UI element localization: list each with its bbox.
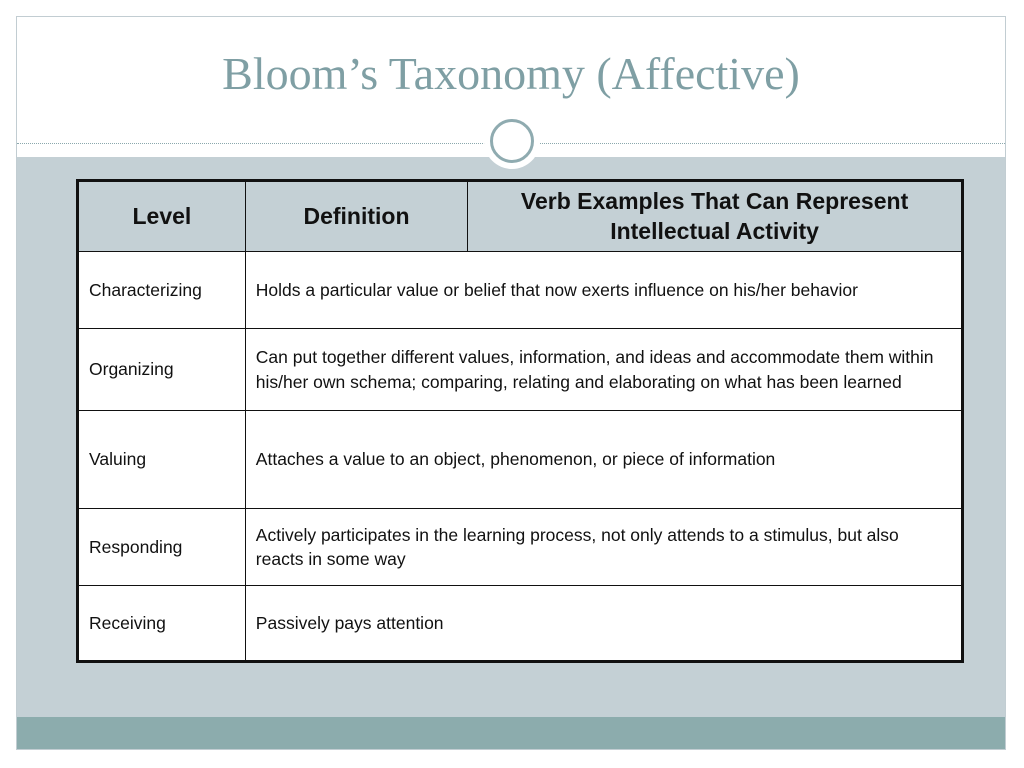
table-container: [76, 179, 964, 663]
slide: [16, 16, 1006, 750]
taxonomy-table: [76, 179, 964, 663]
cell-level: Characterizing: [78, 252, 246, 329]
cell-definition: Attaches a value to an object, phenomenon, or piece of information: [245, 411, 962, 509]
cell-definition: Holds a particular value or belief that now exerts influence on his/her behavior: [245, 252, 962, 329]
table-row: [78, 509, 963, 586]
cell-level: Responding: [78, 509, 246, 586]
cell-level: Organizing: [78, 329, 246, 411]
ring-ornament-icon: [484, 113, 540, 169]
footer-band: [17, 717, 1005, 750]
cell-level: Valuing: [78, 411, 246, 509]
table-row: [78, 411, 963, 509]
cell-definition: Passively pays attention: [245, 586, 962, 662]
table-row: [78, 329, 963, 411]
table-row: [78, 586, 963, 662]
table-header-row: [78, 181, 963, 252]
cell-definition: Can put together different values, information, and ideas and accommodate them within his/her own schema; comparing, relating and elaborating on what has been learned: [245, 329, 962, 411]
cell-level: Receiving: [78, 586, 246, 662]
cell-definition: Actively participates in the learning process, not only attends to a stimulus, but also reacts in some way: [245, 509, 962, 586]
header-level: Level: [78, 181, 246, 252]
table-row: [78, 252, 963, 329]
header-verb-examples: Verb Examples That Can Represent Intellectual Activity: [468, 181, 963, 252]
header-definition: Definition: [245, 181, 467, 252]
ring-inner: [490, 119, 534, 163]
slide-title: Bloom’s Taxonomy (Affective): [222, 48, 800, 99]
